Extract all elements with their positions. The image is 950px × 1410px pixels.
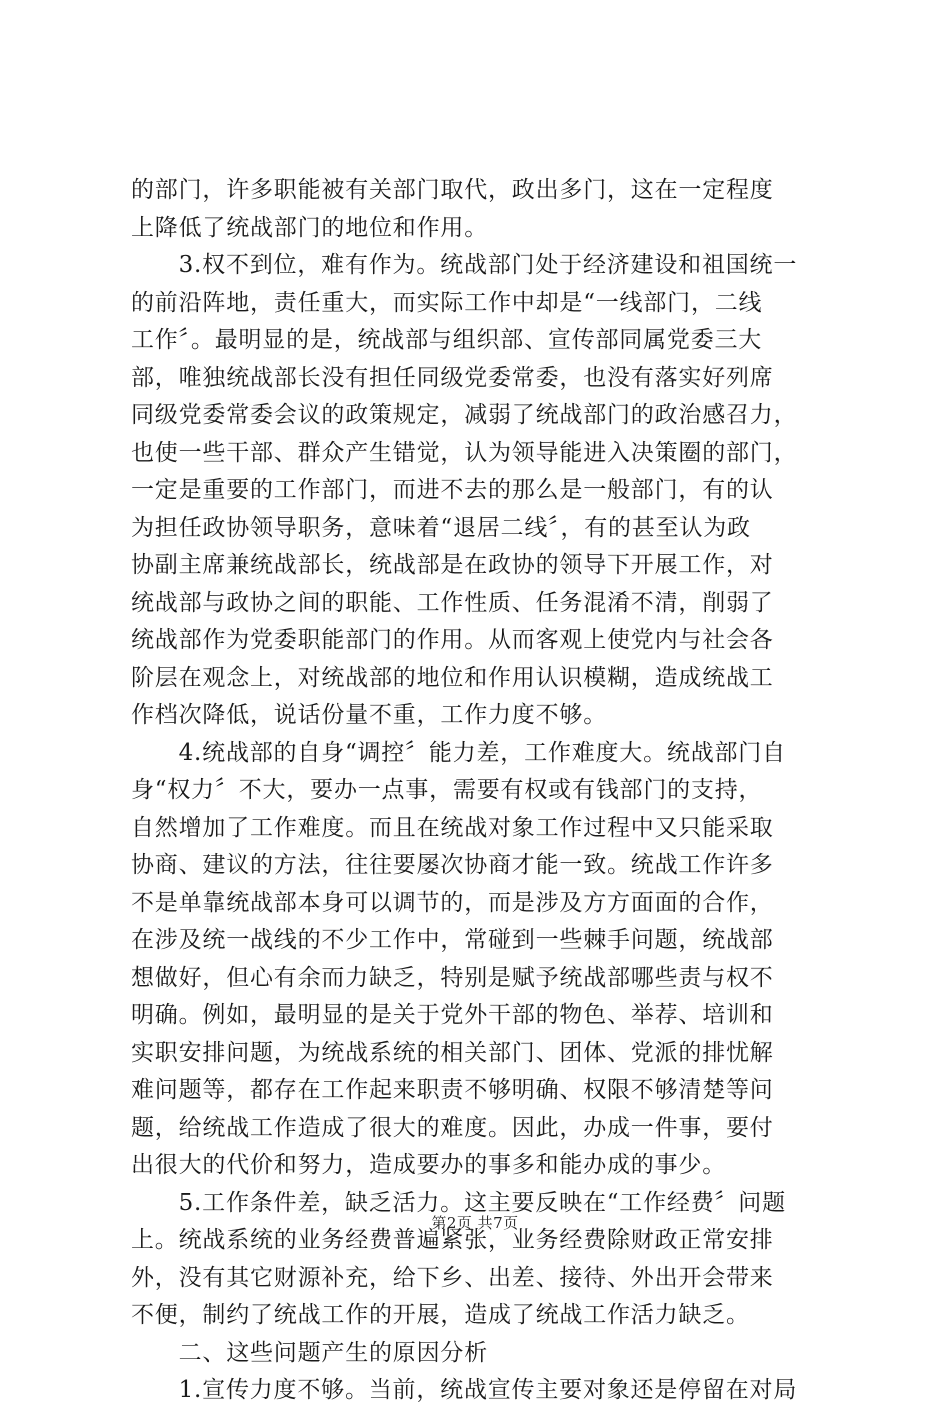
text-line: 想做好，但心有余而力缺乏，特别是赋予统战部哪些责与权不 <box>131 964 774 991</box>
text-line: 难问题等，都存在工作起来职责不够明确、权限不够清楚等问 <box>131 1077 774 1103</box>
text-line: 部，唯独统战部长没有担任同级党委常委，也没有落实好列席 <box>131 364 774 391</box>
text-line: 在涉及统一战线的不少工作中，常碰到一些棘手问题，统战部 <box>131 927 774 953</box>
text-line: 出很大的代价和努力，造成要办的事多和能办成的事少。 <box>131 1152 726 1178</box>
text-line: 的前沿阵地，责任重大，而实际工作中却是“一线部门，二线 <box>131 289 763 316</box>
text-line: 不便，制约了统战工作的开展，造成了统战工作活力缺乏。 <box>131 1302 750 1328</box>
text-line: 上降低了统战部门的地位和作用。 <box>131 214 488 241</box>
text-line: 外，没有其它财源补充，给下乡、出差、接待、外出开会带来 <box>131 1264 774 1291</box>
text-line: 工作〞。最明显的是，统战部与组织部、宣传部同属党委三大 <box>131 327 763 353</box>
text-line: 协副主席兼统战部长，统战部是在政协的领导下开展工作，对 <box>131 552 774 578</box>
text-line: 题，给统战工作造成了很大的难度。因此，办成一件事，要付 <box>131 1114 774 1141</box>
text-line: 也使一些干部、群众产生错觉，认为领导能进入决策圈的部门， <box>131 439 798 466</box>
text-line: 一定是重要的工作部门，而进不去的那么是一般部门，有的认 <box>131 477 774 503</box>
text-line: 作档次降低，说话份量不重，工作力度不够。 <box>131 702 607 728</box>
text-line: 协商、建议的方法，往往要屡次协商才能一致。统战工作许多 <box>131 852 774 878</box>
text-line: 二、这些问题产生的原因分析 <box>131 1339 488 1366</box>
text-line: 统战部与政协之间的职能、工作性质、任务混淆不清，削弱了 <box>131 589 774 616</box>
text-line: 统战部作为党委职能部门的作用。从而客观上使党内与社会各 <box>131 627 774 653</box>
page-footer: 第2页 共7页 <box>431 1214 519 1232</box>
text-line: 4.统战部的自身“调控〞能力差，工作难度大。统战部门自 <box>131 739 786 766</box>
text-line: 的部门，许多职能被有关部门取代，政出多门，这在一定程度 <box>131 177 774 203</box>
text-line: 自然增加了工作难度。而且在统战对象工作过程中又只能采取 <box>131 814 774 841</box>
text-line: 5.工作条件差，缺乏活力。这主要反映在“工作经费〞问题 <box>131 1189 786 1216</box>
text-line: 阶层在观念上，对统战部的地位和作用认识模糊，造成统战工 <box>131 664 774 691</box>
text-line: 3.权不到位，难有作为。统战部门处于经济建设和祖国统一 <box>131 252 798 278</box>
text-line: 身“权力〞不大，要办一点事，需要有权或有钱部门的支持， <box>131 777 763 803</box>
text-line: 为担任政协领导职务，意味着“退居二线〞，有的甚至认为政 <box>131 514 751 541</box>
text-line: 1.宣传力度不够。当前，统战宣传主要对象还是停留在对局 <box>131 1377 798 1403</box>
text-line: 实职安排问题，为统战系统的相关部门、团体、党派的排忧解 <box>131 1039 774 1066</box>
text-line: 同级党委常委会议的政策规定，减弱了统战部门的政治感召力， <box>131 402 798 428</box>
text-line: 不是单靠统战部本身可以调节的，而是涉及方方面面的合作， <box>131 889 774 916</box>
text-line: 上。统战系统的业务经费普遍紧张，业务经费除财政正常安排 <box>131 1227 774 1253</box>
text-line: 明确。例如，最明显的是关于党外干部的物色、举荐、培训和 <box>131 1002 774 1028</box>
